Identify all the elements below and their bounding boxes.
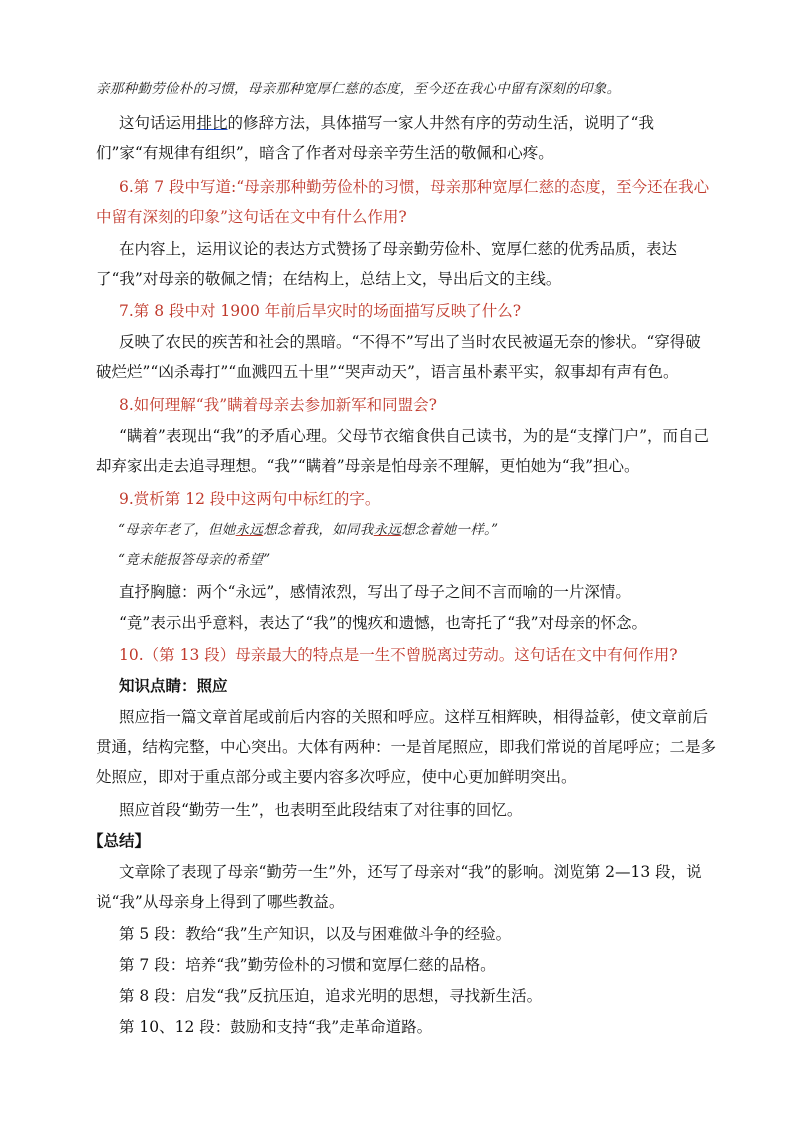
answer-5 (96, 108, 716, 168)
point-para-7: 第 7 段：培养“我”勤劳俭朴的习惯和宽厚仁慈的品格。 (119, 956, 496, 974)
answer-10: 照应首段“勤劳一生”，也表明至此段结束了对往事的回忆。 (119, 801, 523, 819)
summary-heading: 【总结】 (88, 831, 151, 850)
question-6: 6.第 7 段中写道:“母亲那种勤劳俭朴的习惯，母亲那种宽厚仁慈的态度，至今还在我心中留有深刻的印象”这句话在文中有什么作用? (96, 178, 710, 226)
answer-8: “瞒着”表现出“我”的矛盾心理。父母节衣缩食供自己读书，为的是“支撑门户”，而自己却弃家出走去追寻理想。“我”“瞒着”母亲是怕母亲不理解，更怕她为“我”担心。 (96, 427, 710, 475)
answer-5-text-post: 的修辞方法，具体描写一家人井然有序的劳动生活，说明了“我们”家“有规律有组织”，暗含了作者对母亲辛劳生活的敬佩和心疼。 (96, 114, 654, 162)
highlighted-term-parallelism: 排比 (196, 114, 228, 132)
question-10: 10.（第 13 段）母亲最大的特点是一生不曾脱离过劳动。这句话在文中有何作用? (119, 646, 678, 664)
summary-body: 文章除了表现了母亲“勤劳一生”外，还写了母亲对“我”的影响。浏览第 2—13 段，说说“我”从母亲身上得到了哪些教益。 (96, 863, 702, 911)
question-7: 7.第 8 段中对 1900 年前后旱灾时的场面描写反映了什么? (119, 302, 522, 320)
answer-7: 反映了农民的疾苦和社会的黑暗。“不得不”写出了当时农民被逼无奈的惨状。“穿得破破烂烂”“凶杀毒打”“血溅四五十里”“哭声动天”，语言虽朴素平实，叙事却有声有色。 (96, 333, 701, 381)
quote-continuation (96, 74, 716, 104)
question-9: 9.赏析第 12 段中这两句中标红的字。 (119, 490, 381, 508)
quoted-sentence-1 (118, 515, 738, 545)
sentence-1-part-a: “母亲年老了，但她 (118, 522, 236, 538)
highlighted-word-forever-1: 永远 (235, 522, 264, 538)
answer-5-text-pre: 这句话运用 (119, 114, 197, 132)
question-8: 8.如何理解“我”瞒着母亲去参加新军和同盟会? (119, 396, 437, 414)
point-para-10-12: 第 10、12 段：鼓励和支持“我”走革命道路。 (119, 1018, 433, 1036)
quote-text: 亲那种勤劳俭朴的习惯，母亲那种宽厚仁慈的态度，至今还在我心中留有深刻的印象。 (96, 81, 621, 97)
point-para-8: 第 8 段：启发“我”反抗压迫，追求光明的思想，寻找新生活。 (119, 987, 543, 1005)
answer-9a: 直抒胸臆：两个“永远”，感情浓烈，写出了母子之间不言而喻的一片深情。 (119, 583, 631, 601)
answer-6: 在内容上，运用议论的表达方式赞扬了母亲勤劳俭朴、宽厚仁慈的优秀品质，表达了“我”对母亲的敬佩之情；在结构上，总结上文，导出后文的主线。 (96, 240, 678, 288)
sentence-1-part-c: 想念着我，如同我 (263, 522, 374, 538)
quoted-sentence-2: “竟未能报答母亲的希望” (118, 552, 271, 568)
point-para-5: 第 5 段：教给“我”生产知识，以及与困难做斗争的经验。 (119, 925, 512, 943)
knowledge-tip-body: 照应指一篇文章首尾或前后内容的关照和呼应。这样互相辉映，相得益彰，使文章前后贯通，结构完整，中心突出。大体有两种：一是首尾照应，即我们常说的首尾呼应；二是多处照应，即对于重点部分或主要内容多次呼应，使中心更加鲜明突出。 (96, 708, 717, 786)
highlighted-word-forever-2: 永远 (373, 522, 402, 538)
knowledge-tip-title: 知识点睛：照应 (119, 676, 228, 695)
answer-9b: “竟”表示出乎意料，表达了“我”的愧疚和遗憾，也寄托了“我”对母亲的怀念。 (119, 614, 648, 632)
sentence-1-part-e: 想念着她一样。” (401, 522, 499, 538)
